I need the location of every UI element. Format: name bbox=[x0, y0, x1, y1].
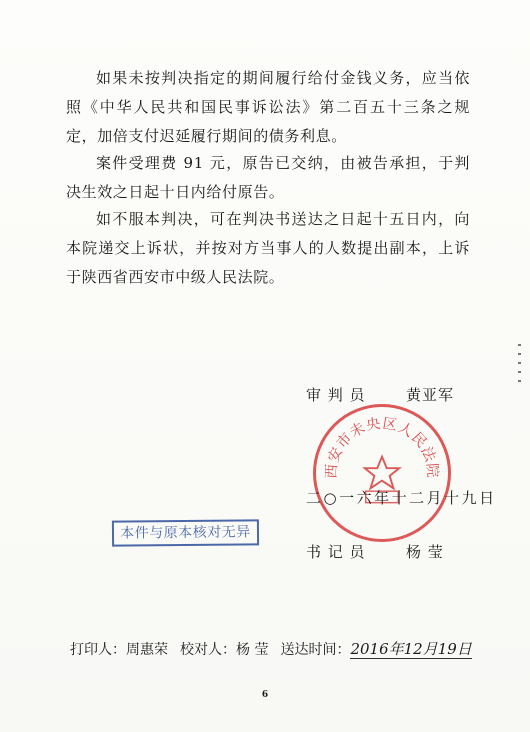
judge-signature-row bbox=[306, 384, 454, 405]
court-seal-graphic bbox=[316, 407, 448, 539]
printer-name: 周惠荣 bbox=[126, 642, 168, 658]
proofreader-label: 校对人： bbox=[180, 642, 236, 658]
seal-emblem bbox=[365, 457, 399, 489]
paragraph-appeal-notice: 如不服本判决，可在判决书送达之日起十五日内，向本院递交上诉状，并按对方当事人的人数提出副本，上诉于陕西省西安市中级人民法院。 bbox=[66, 210, 470, 286]
proofreader-name: 杨 莹 bbox=[236, 642, 269, 658]
svg-text:西安市未央区人民法院 bbox=[323, 415, 442, 479]
delivery-label: 送达时间： bbox=[280, 642, 351, 658]
delivery-time-handwritten: 2016年12月19日 bbox=[350, 640, 472, 658]
printer-label: 打印人： bbox=[70, 642, 126, 658]
court-seal-text: 西安市未央区人民法院 bbox=[323, 415, 441, 480]
clerk-name: 杨 莹 bbox=[406, 543, 444, 561]
court-seal bbox=[313, 404, 451, 542]
paragraph-payment-obligation: 如果未按判决指定的期间履行给付金钱义务，应当依照《中华人民共和国民事诉讼法》第二百五十三条之规定，加倍支付迟延履行期间的债务利息。 bbox=[66, 69, 470, 145]
clerk-signature-row bbox=[306, 541, 444, 562]
judge-name: 黄亚军 bbox=[406, 386, 455, 404]
paragraph-case-fee: 案件受理费 91 元，原告已交纳，由被告承担，于判决生效之日起十日内给付原告。 bbox=[66, 154, 470, 201]
judge-title: 审 判 员 bbox=[306, 386, 366, 404]
page-number: 6 bbox=[261, 690, 269, 700]
margin-binding-marks bbox=[518, 344, 521, 384]
verification-stamp: 本件与原本核对无异 bbox=[112, 519, 259, 546]
footer-processing-info bbox=[70, 638, 472, 659]
judgment-date: 二○一六年十二月十九日 bbox=[306, 489, 497, 507]
clerk-title: 书 记 员 bbox=[306, 543, 366, 561]
